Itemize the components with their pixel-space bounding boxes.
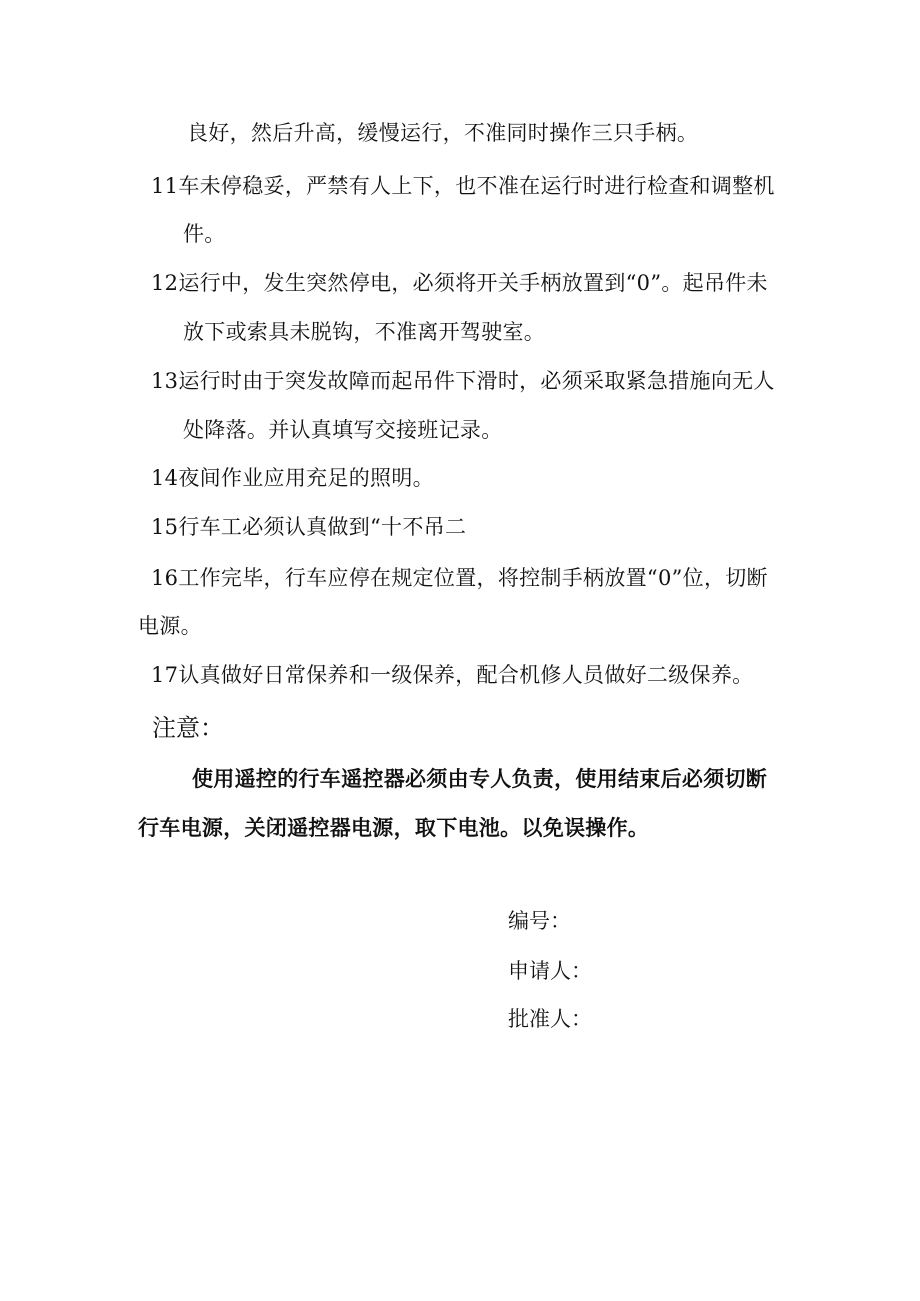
number-label: 编号： [508,909,571,933]
rule-11-line-1: 11车未停稳妥，严禁有人上下，也不准在运行时进行检查和调整机 [151,174,775,198]
applicant-label: 申请人： [508,959,592,983]
rule-13-line-1: 13运行时由于突发故障而起吊件下滑时，必须采取紧急措施向无人 [151,369,775,393]
notice-line-1: 使用遥控的行车遥控器必须由专人负责，使用结束后必须切断 [192,767,768,791]
rule-16-line-2: 电源。 [138,614,202,638]
rule-12-line-2: 放下或索具未脱钩，不准离开驾驶室。 [183,320,546,344]
rule-17: 17认真做好日常保养和一级保养，配合机修人员做好二级保养。 [151,663,754,687]
notice-line-2: 行车电源，关闭遥控器电源，取下电池。以免误操作。 [138,816,650,840]
approver-label: 批准人： [508,1007,592,1031]
rule-13-line-2: 处降落。并认真填写交接班记录。 [183,418,503,442]
rule-10-continuation: 良好，然后升高，缓慢运行，不准同时操作三只手柄。 [187,121,699,145]
rule-14: 14夜间作业应用充足的照明。 [151,466,434,490]
rule-11-line-2: 件。 [183,222,226,246]
rule-12-line-1: 12运行中，发生突然停电，必须将开关手柄放置到“0”。起吊件未 [151,271,768,295]
rule-15: 15行车工必须认真做到“十不吊二 [151,515,467,539]
rule-16-line-1: 16工作完毕，行车应停在规定位置，将控制手柄放置“0”位，切断 [151,566,768,590]
notice-heading: 注意： [152,714,224,742]
